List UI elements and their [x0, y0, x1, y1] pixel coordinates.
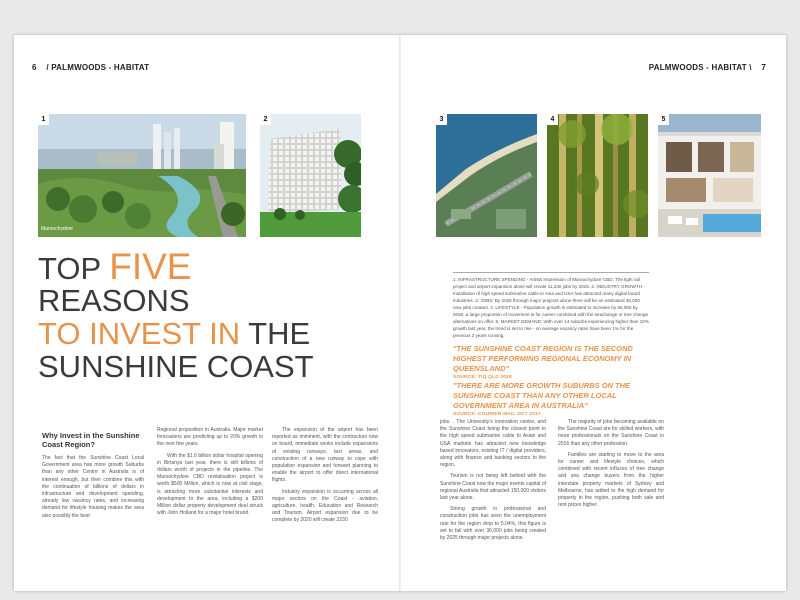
article-column-1 [42, 431, 144, 524]
pull-quote-1 [453, 344, 653, 382]
left-running-header [32, 63, 149, 72]
page-number-right: 7 [761, 63, 766, 72]
running-title-right: PALMWOODS - HABITAT \ [648, 63, 752, 72]
headline-reasons: REASONS [38, 283, 190, 318]
city-aerial-image [38, 114, 246, 237]
column-3-paragraph-2: Industry expansion is occurring across all major sectors on the Coast - aviation, agriculture, health, Education and Research and Tourism. Airport expansion due to be complete by 2020 will create 2230 [272, 488, 378, 524]
photo-luxury-home [658, 114, 761, 237]
column-2-paragraph-2: With the $1.6 billion dollar hospital opening in Birtanya last year, there is still billions of dollars worth of projects in the pipeline. The Maroochydore CBD revitalisation project is worth $500 Million, which is now at civil stage, is attracting more substantial interests and development to the area, including a $200 Million dollar property development deal struck with John Holland for a major hotel brand. [157, 452, 263, 517]
page-number-left: 6 [32, 63, 37, 72]
photo-caption-1: Maroochydore [41, 226, 73, 232]
article-column-2 [157, 427, 263, 521]
article-column-4 [440, 419, 546, 546]
photo-modern-building [260, 114, 361, 237]
photo-number-5: 5 [658, 114, 669, 125]
right-page [400, 35, 786, 591]
pull-quote-2-source: SOURCE: COURIER MAIL OCT 2017 [453, 412, 541, 417]
running-title-left: / PALMWOODS - HABITAT [46, 63, 150, 72]
pull-quote-1-source: SOURCE: TIQ QLD 2018 [453, 375, 512, 380]
magazine-spread [14, 35, 786, 591]
photo-number-2: 2 [260, 114, 271, 125]
column-3-paragraph-1: The expansion of the airport has been reported as imminent, with the contractors now on board, immediate works include expansions of existing runways, taxi areas, and construction of a new runway to cope with population expansion and forward planning to enable the airport to offer direct international flights. [272, 427, 378, 484]
right-running-header [649, 63, 766, 72]
photo-coast-aerial [436, 114, 537, 237]
pull-quote-2 [453, 381, 653, 419]
column-4-paragraph-1: jobs. . The University's innovation centre, and the Sunshine Coast being the closest point to the high speed submarine cable to Asian and USA markets has attracted new knowledge based innovators, existing IT / digital providers, along with finance and banking sectors to the region. [440, 419, 546, 469]
column-4-paragraph-3: Strong growth in professional and construction jobs has seen the unemployment rate for the region drop to 5.04%, this figure is set to fall with over 36,000 jobs being created by 2025 through major projects alone. [440, 506, 546, 542]
column-5-paragraph-1: The majority of jobs becoming available on the Sunshine Coast are for skilled workers, with more professionals on the Sunshine Coast in 2016 than any other profession. [558, 419, 664, 447]
main-headline [38, 248, 314, 382]
column-5-paragraph-2: Families are starting to move to the area for career and lifestyle choices, which combined with recent influxes of tree change and sea change buyers from the higher interstate property markets of Sydney and Melbourne, has added to the high demand for property in the region, pushing both sale and rent prices higher. [558, 451, 664, 509]
photo-bamboo-forest [547, 114, 648, 237]
article-column-3 [272, 427, 378, 529]
photo-captions-text: 1. INFRASTRUCTURE SPENDING - Artists Impression of Maroochydore CBD. The light rail project and airport expansion alone will create 11,230 jobs by 2025. 2. INDUSTRY GROWTH - Installation of high speed submarine cable to Asia and USA has attracted many digital board industries. 3. JOBS: By 2025 through major projects alone there will be an estimated 36,030 new jobs created. 4. LIFESTYLE - Population growth is estimated to increase by 66,000 by 2026, a large proportion of movement is for career combined with the seachange or tree change alternatives on offer. 5. MARKET DEMAND: With over 14 suburbs experiencing higher than 10% growth last year, the trend is set to rise - on average vacancy rates have been 1% for the previous 3 years running. [453, 277, 649, 338]
article-column-5 [558, 419, 664, 513]
photo-maroochydore-cbd [38, 114, 246, 237]
headline-sunshine-coast: SUNSHINE COAST [38, 349, 314, 384]
photo-number-3: 3 [436, 114, 447, 125]
pull-quote-1-text: "THE SUNSHINE COAST REGION IS THE SECOND HIGHEST PERFORMING REGIONAL ECONOMY IN QUEENSLAND" [453, 344, 633, 373]
photo-number-1: 1 [38, 114, 49, 125]
column-1-text: The fact that the Sunshine Coast Local Government area has more growth Suburbs than any other Centre in Australia is of interest enough, but then combine this with the continuation of billions of dollars in infrastructure and development spending, already low vacancy rates, and increasing demand for lifestyle housing makes the area also possibly the best [42, 455, 144, 519]
modern-building-image [260, 114, 361, 237]
headline-five: FIVE [109, 246, 192, 287]
article-subheading: Why Invest in the Sunshine Coast Region? [42, 431, 140, 449]
headline-top: TOP [38, 251, 110, 286]
headline-the: THE [240, 316, 311, 351]
caption-rule [453, 272, 649, 273]
luxury-home-image [658, 114, 761, 237]
headline-to-invest-in: TO INVEST IN [38, 316, 241, 351]
left-page [14, 35, 400, 591]
column-4-paragraph-2: Tourism is not being left behind with the Sunshine Coast now the major events capital of regional Australia that attracted 150,000 visitors last year alone. [440, 473, 546, 502]
photo-number-4: 4 [547, 114, 558, 125]
coast-aerial-image [436, 114, 537, 237]
pull-quote-2-text: "THERE ARE MORE GROWTH SUBURBS ON THE SUNSHINE COAST THAN ANY OTHER LOCAL GOVERNMENT AREA IN AUSTRALIA" [453, 381, 631, 410]
bamboo-forest-image [547, 114, 648, 237]
column-2-paragraph-1: Regional proposition in Australia. Major market forecasters are predicting up to 20% growth in the next few years. [157, 427, 263, 448]
